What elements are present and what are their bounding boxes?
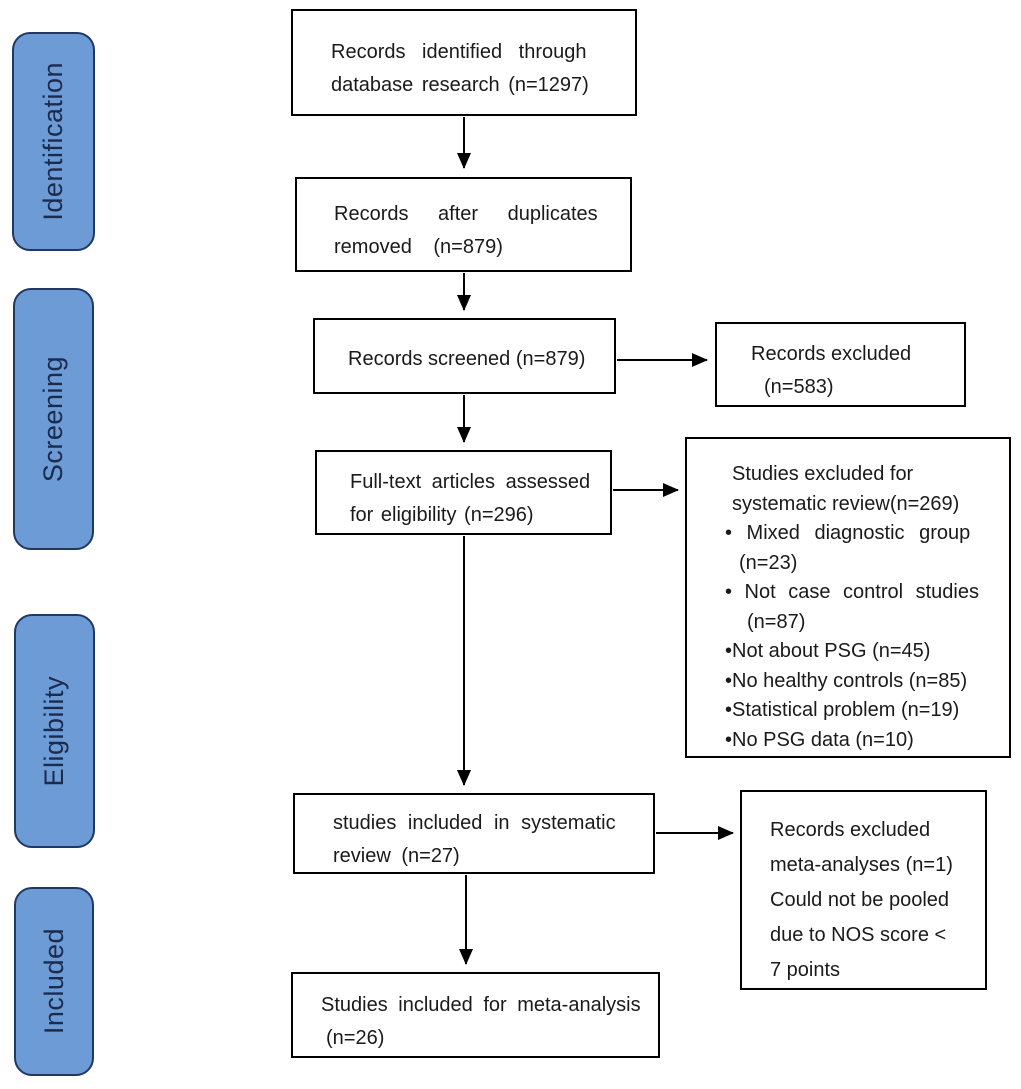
- stage-eligibility: [14, 614, 95, 848]
- box-fulltext-assessed-line1: Full-text articles assessed: [350, 471, 591, 493]
- box-studies-excluded-fulltext: [685, 437, 1011, 758]
- stage-identification-label: Identification: [38, 62, 68, 221]
- excl-fulltext-line-2: • Mixed diagnostic group: [725, 522, 971, 544]
- excl-fulltext-line-6: •Not about PSG (n=45): [725, 640, 931, 662]
- box-records-identified-line2: database research (n=1297): [331, 74, 589, 96]
- excl-meta-line-2: Could not be pooled: [770, 889, 950, 911]
- box-systematic-review-included: [293, 793, 655, 874]
- excl-fulltext-line-3: (n=23): [739, 551, 798, 574]
- excl-fulltext-line-7: •No healthy controls (n=85): [725, 669, 968, 692]
- box-systematic-review-line1: studies included in systematic: [333, 812, 616, 834]
- box-records-screened-text: Records screened (n=879): [348, 348, 586, 370]
- excl-meta-line-0: Records excluded: [770, 819, 931, 841]
- excl-meta-line-3: due to NOS score <: [770, 924, 947, 946]
- box-duplicates-removed: [295, 177, 632, 272]
- box-meta-analysis-included: [291, 972, 660, 1058]
- box-records-excluded-meta: [740, 790, 987, 990]
- excl-fulltext-line-5: (n=87): [747, 610, 806, 633]
- box-records-identified-line1: Records identified through: [331, 41, 587, 63]
- excl-fulltext-line-9: •No PSG data (n=10): [725, 728, 914, 751]
- excl-fulltext-line-4: • Not case control studies: [725, 581, 979, 603]
- box-records-screened: [313, 318, 616, 394]
- box-records-excluded-screening: [715, 322, 966, 407]
- box-meta-analysis-line1: Studies included for meta-analysis: [321, 994, 641, 1016]
- box-records-excluded-line2: (n=583): [764, 376, 834, 398]
- box-fulltext-assessed: [315, 450, 612, 535]
- box-fulltext-assessed-line2: for eligibility (n=296): [350, 504, 534, 526]
- box-duplicates-removed-line2: removed (n=879): [334, 236, 503, 258]
- excl-meta-line-4: 7 points: [770, 959, 841, 981]
- stage-included-label: Included: [38, 928, 69, 1035]
- stage-screening: [13, 288, 94, 550]
- box-duplicates-removed-line1: Records after duplicates: [334, 203, 598, 225]
- stage-included: [14, 887, 94, 1076]
- excl-fulltext-line-8: •Statistical problem (n=19): [725, 699, 960, 721]
- stage-identification: [12, 32, 95, 251]
- box-records-identified: [291, 9, 637, 116]
- box-systematic-review-line2: review (n=27): [333, 845, 460, 867]
- excl-fulltext-line-0: Studies excluded for: [732, 463, 914, 485]
- box-records-excluded-line1: Records excluded: [751, 343, 912, 365]
- excl-meta-line-1: meta-analyses (n=1): [770, 854, 953, 876]
- stage-eligibility-label: Eligibility: [39, 675, 69, 787]
- stage-screening-label: Screening: [38, 355, 68, 483]
- box-meta-analysis-line2: (n=26): [326, 1027, 385, 1049]
- excl-fulltext-line-1: systematic review(n=269): [732, 492, 960, 515]
